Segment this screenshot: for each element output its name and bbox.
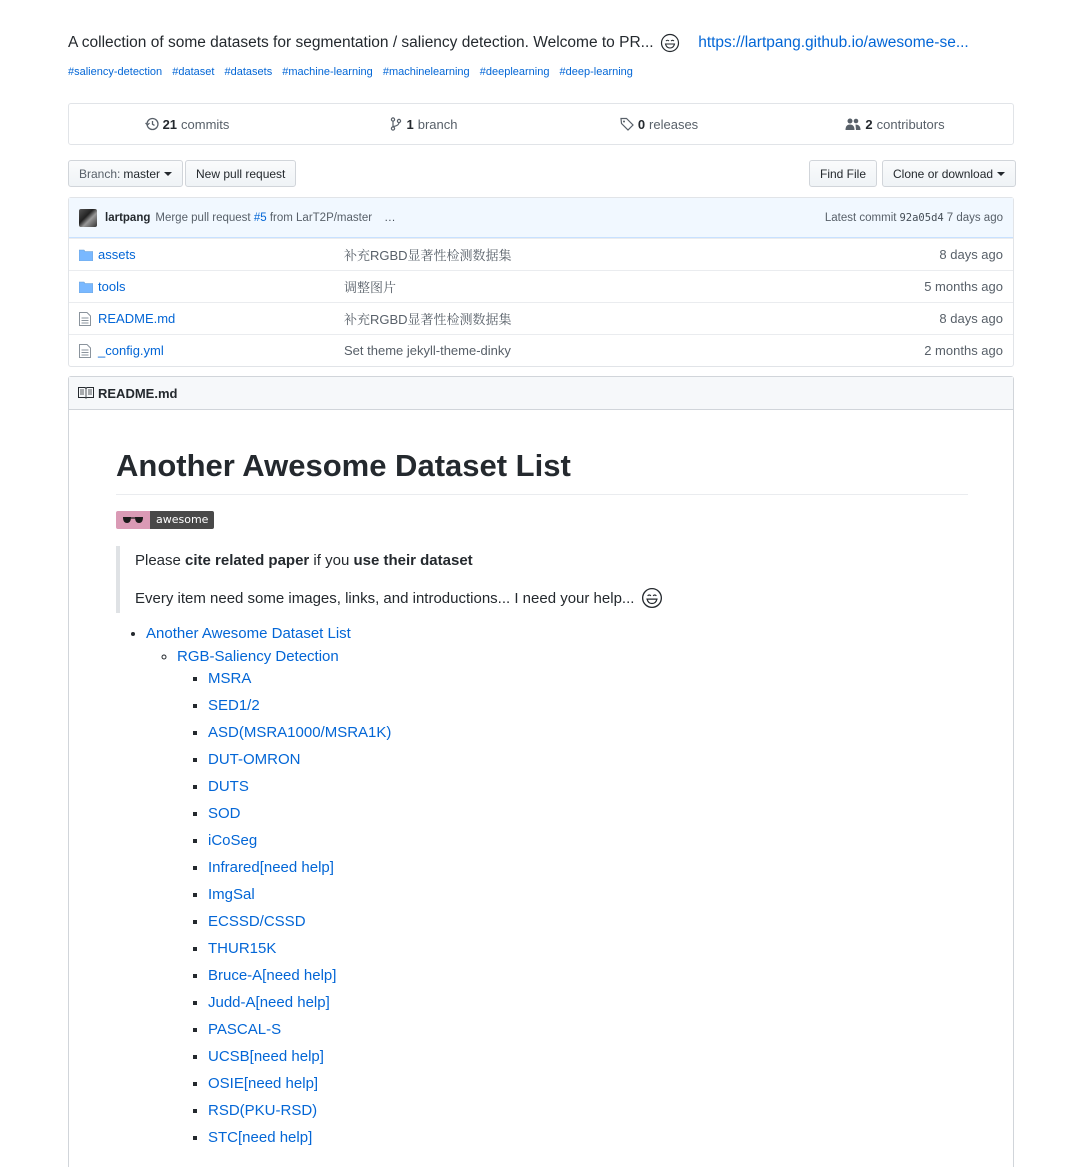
file-name[interactable]: assets <box>98 247 136 262</box>
toc-item <box>177 648 968 1156</box>
quote-line-2 <box>135 587 968 609</box>
file-age: 8 days ago <box>939 311 1003 326</box>
tag-icon <box>620 117 634 131</box>
file-navigation <box>68 197 1014 367</box>
file-commit-message[interactable]: 调整图片 <box>344 280 397 295</box>
file-age: 8 days ago <box>939 247 1003 262</box>
commit-message-suffix[interactable]: from LarT2P/master <box>269 211 373 224</box>
toc-link-dataset[interactable]: STC[need help] <box>208 1128 313 1146</box>
releases-count: 0 <box>637 116 646 132</box>
smile-emoji-icon <box>641 587 663 609</box>
caret-down-icon <box>997 172 1005 176</box>
readme-filename: README.md <box>98 385 178 401</box>
branches-link[interactable] <box>305 104 541 144</box>
toc-item <box>208 778 968 805</box>
toc-link-dataset[interactable]: SED1/2 <box>208 696 260 714</box>
toc-item <box>208 1102 968 1129</box>
toc-link-dataset[interactable]: RSD(PKU-RSD) <box>208 1101 318 1119</box>
file-age: 5 months ago <box>924 279 1003 294</box>
toc-link-dataset[interactable]: MSRA <box>208 669 252 687</box>
file-name[interactable]: tools <box>98 279 126 294</box>
toc-item <box>208 805 968 832</box>
commits-label: commits <box>181 116 230 132</box>
homepage-link[interactable]: https://lartpang.github.io/awesome-se... <box>698 34 969 51</box>
toc-link-dataset[interactable]: ASD(MSRA1000/MSRA1K) <box>208 723 392 741</box>
toc-item <box>208 1129 968 1156</box>
topic-tag[interactable]: #machine-learning <box>282 66 373 78</box>
toc-link-dataset[interactable]: DUTS <box>208 777 249 795</box>
clone-download-label: Clone or download <box>893 166 994 181</box>
repo-description <box>68 33 1018 53</box>
toc-link-dataset[interactable]: UCSB[need help] <box>208 1047 324 1065</box>
branch-label: branch <box>417 116 458 132</box>
contributors-label: contributors <box>876 116 945 132</box>
readme-content <box>116 447 968 1156</box>
file-row[interactable] <box>69 302 1013 334</box>
toc-item <box>208 1021 968 1048</box>
commit-age: 7 days ago <box>946 211 1003 224</box>
releases-link[interactable] <box>541 104 777 144</box>
pr-link[interactable]: #5 <box>253 211 267 224</box>
branch-name: master <box>123 166 161 181</box>
toc-link-dataset[interactable]: Infrared[need help] <box>208 858 334 876</box>
file-commit-message[interactable]: 补充RGBD显著性检测数据集 <box>344 248 512 263</box>
avatar[interactable] <box>79 209 97 227</box>
toc-item <box>208 913 968 940</box>
sunglasses-icon <box>116 511 150 529</box>
toc-item <box>208 1075 968 1102</box>
toc-item <box>208 724 968 751</box>
latest-commit-label: Latest commit <box>824 211 897 224</box>
topic-tag[interactable]: #dataset <box>172 66 215 78</box>
folder-icon <box>79 281 95 293</box>
numbers-summary <box>68 103 1014 145</box>
topic-tag[interactable]: #deeplearning <box>479 66 550 78</box>
latest-commit-bar <box>69 198 1013 238</box>
toc-link-root[interactable]: Another Awesome Dataset List <box>146 624 351 642</box>
toc-link-dataset[interactable]: ImgSal <box>208 885 255 903</box>
find-file-button[interactable] <box>809 160 877 187</box>
people-icon <box>845 117 861 131</box>
file-commit-message[interactable]: 补充RGBD显著性检测数据集 <box>344 312 512 327</box>
contributors-link[interactable] <box>777 104 1013 144</box>
quote-bold: use their dataset <box>353 551 473 569</box>
caret-down-icon <box>164 172 172 176</box>
quote-bold: cite related paper <box>185 551 310 569</box>
smile-emoji-icon <box>660 33 680 53</box>
toc-item <box>208 967 968 994</box>
readme-header <box>69 377 1013 410</box>
expand-commit-button[interactable]: … <box>384 211 396 224</box>
toc-item <box>208 940 968 967</box>
quote-line-1 <box>135 552 968 569</box>
topic-tag[interactable]: #datasets <box>224 66 273 78</box>
book-icon <box>78 387 94 399</box>
toc-link-section[interactable]: RGB-Saliency Detection <box>177 647 339 665</box>
folder-icon <box>79 249 95 261</box>
toc-link-dataset[interactable]: Judd-A[need help] <box>208 993 330 1011</box>
quote-text: Every item need some images, links, and introductions... I need your help... <box>135 589 635 607</box>
topic-tag[interactable]: #deep-learning <box>559 66 633 78</box>
new-pull-request-label: New pull request <box>196 166 286 181</box>
file-age: 2 months ago <box>924 343 1003 358</box>
readme-panel <box>68 376 1014 1167</box>
badge-label: awesome <box>150 511 214 529</box>
blockquote <box>116 546 968 613</box>
file-text-icon <box>79 312 95 326</box>
find-file-label: Find File <box>820 166 867 181</box>
toc-link-dataset[interactable]: DUT-OMRON <box>208 750 301 768</box>
toc-item <box>208 832 968 859</box>
branch-count: 1 <box>406 116 414 132</box>
toc-link-dataset[interactable]: ECSSD/CSSD <box>208 912 306 930</box>
toc-item <box>208 886 968 913</box>
toc-link-dataset[interactable]: OSIE[need help] <box>208 1074 319 1092</box>
quote-text: Please <box>135 551 186 569</box>
table-of-contents <box>116 625 968 1156</box>
toc-item <box>208 670 968 697</box>
branch-icon <box>389 117 403 131</box>
releases-label: releases <box>649 116 699 132</box>
commits-count: 21 <box>162 116 178 132</box>
commits-link[interactable] <box>69 104 305 144</box>
branch-prefix: Branch: <box>79 166 121 181</box>
file-row[interactable] <box>69 270 1013 302</box>
topics-list <box>68 66 640 78</box>
topic-tag[interactable]: #saliency-detection <box>68 66 163 78</box>
toc-link-dataset[interactable]: THUR15K <box>208 939 277 957</box>
topic-tag[interactable]: #machinelearning <box>382 66 470 78</box>
toc-item <box>208 1048 968 1075</box>
toc-link-dataset[interactable]: SOD <box>208 804 241 822</box>
file-text-icon <box>79 344 95 358</box>
file-name[interactable]: README.md <box>98 311 176 326</box>
file-name[interactable]: _config.yml <box>98 343 164 358</box>
contributors-count: 2 <box>865 116 873 132</box>
file-commit-message[interactable]: Set theme jekyll-theme-dinky <box>344 343 511 358</box>
file-row[interactable] <box>69 238 1013 270</box>
toc-link-dataset[interactable]: Bruce-A[need help] <box>208 966 337 984</box>
quote-text: if you <box>309 551 354 569</box>
history-icon <box>145 117 159 131</box>
commit-sha[interactable]: 92a05d4 <box>899 211 944 224</box>
branch-select-button[interactable] <box>68 160 183 187</box>
commit-author[interactable]: lartpang <box>105 211 151 224</box>
toc-item <box>208 697 968 724</box>
toc-item <box>146 625 968 1156</box>
toc-link-dataset[interactable]: PASCAL-S <box>208 1020 282 1038</box>
new-pull-request-button[interactable] <box>185 160 296 187</box>
description-text: A collection of some datasets for segmentation / saliency detection. Welcome to PR... <box>68 34 654 51</box>
toc-item <box>208 994 968 1021</box>
awesome-badge[interactable] <box>116 511 214 529</box>
toc-item <box>208 751 968 778</box>
commit-message-prefix[interactable]: Merge pull request <box>155 211 251 224</box>
clone-download-button[interactable] <box>882 160 1016 187</box>
toc-item <box>208 859 968 886</box>
readme-title: Another Awesome Dataset List <box>116 447 968 495</box>
file-row[interactable] <box>69 334 1013 366</box>
toc-link-dataset[interactable]: iCoSeg <box>208 831 258 849</box>
